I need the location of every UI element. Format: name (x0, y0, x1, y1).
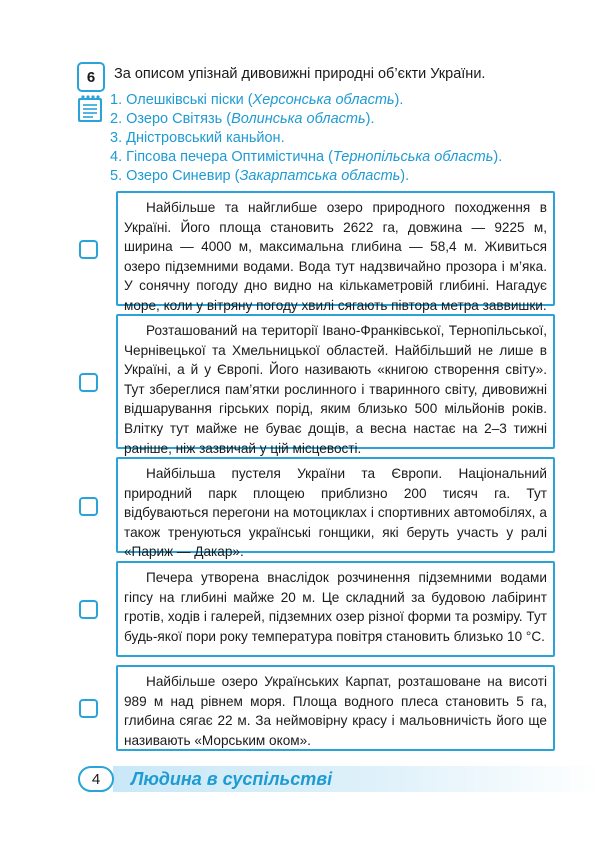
page-number: 4 (91, 770, 101, 788)
task-number-badge (77, 62, 105, 92)
description-text-1: Найбільше та найглибше озеро природного походження в Україні. Його площа становить 2622 га, довжина — 9225 м, ширина — 4000 м, максимальна глибина — 58,4 м. Живиться озеро підземними водами. Вода тут надзвичайно прозора і м’яка. У сонячну погоду дно видно на кількаметровій глибині. Нагадує море, коли у вітряну погоду хвилі сягають півтора метра заввишки. (124, 200, 547, 313)
description-card-1 (116, 191, 555, 313)
description-card-3 (116, 457, 555, 560)
description-text-5: Найбільше озеро Українських Карпат, розташоване на висоті 989 м над рівнем моря. Площа водного плеса становить 5 га, глибина сягає 22 м. За неймовірну красу і мальовничість його ще називають «Морським оком». (124, 674, 547, 748)
option-2: 2. Озеро Світязь (Волинська область). (110, 111, 375, 127)
answer-checkbox-4[interactable] (79, 600, 98, 619)
description-card-4 (116, 561, 555, 657)
option-5: 5. Озеро Синевир (Закарпатська область). (110, 168, 410, 184)
answer-checkbox-3[interactable] (79, 497, 98, 516)
description-text-4: Печера утворена внаслідок розчинення підземними водами гіпсу на глибині майже 20 м. Це складний за будовою лабіринт гротів, ходів і галерей, підземних озер різної форми та розміру. Тут будь-якої пори року температура повітря становить близько 10 °С. (124, 570, 547, 644)
page-number-badge (78, 766, 114, 792)
answer-checkbox-1[interactable] (79, 240, 98, 259)
answer-checkbox-5[interactable] (79, 699, 98, 718)
option-3: 3. Дністровський каньйон. (110, 130, 285, 146)
description-card-2 (116, 314, 555, 456)
notebook-icon (74, 94, 108, 124)
option-1: 1. Олешківські піски (Херсонська область). (110, 92, 404, 108)
description-text-2: Розташований на території Івано-Франківської, Тернопільської, Чернівецької та Хмельницької областей. Найбільший не лише в Україні, а й у Європі. Його називають «книгою створення світу». Тут збереглися пам’ятки рослинного і тваринного світу, дивовижні відшарування гірських порід, яким близько 500 мільйонів років. Влітку тут майже не буває дощів, а весна настає на 2–3 тижні раніше, ніж зазвичай у цій місцевості. (124, 323, 547, 456)
answer-checkbox-2[interactable] (79, 373, 98, 392)
task-number: 6 (86, 68, 96, 86)
option-4: 4. Гіпсова печера Оптимістична (Тернопільська область). (110, 149, 503, 165)
task-instruction: За описом упізнай дивовижні природні об’єкти України. (114, 66, 486, 82)
options-list (110, 91, 502, 186)
description-text-3: Найбільша пустеля України та Європи. Національний природний парк площею приблизно 200 тисяч га. Тут відбуваються перегони на мотоциклах і спортивних автомобілях, а також тренуються українські гонщики, які беруть участь у ралі «Париж — Дакар». (124, 466, 547, 560)
section-title: Людина в суспільстві (131, 769, 333, 789)
description-card-5 (116, 665, 555, 751)
